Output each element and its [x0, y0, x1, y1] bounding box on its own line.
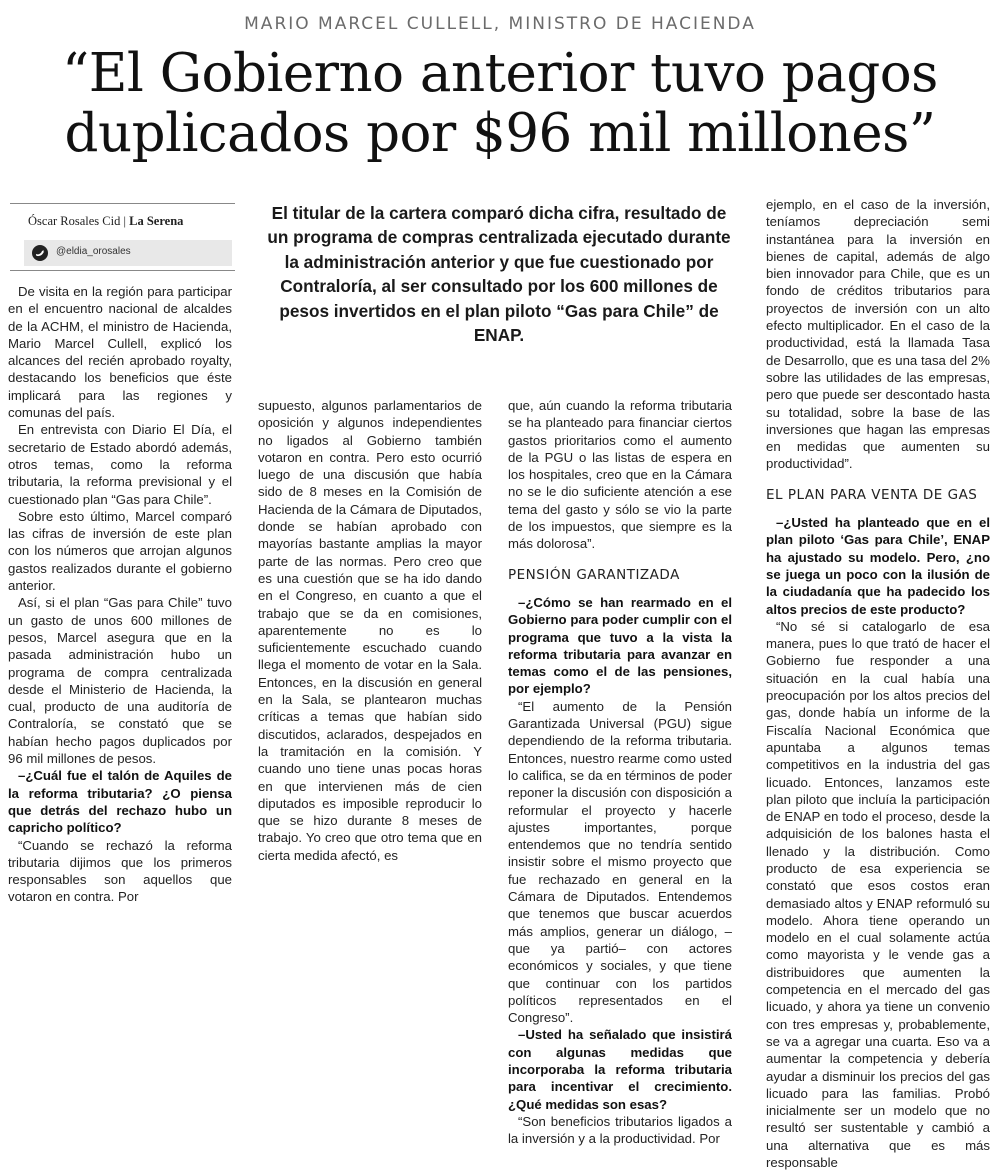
twitter-bird-icon [32, 245, 48, 261]
paragraph: Sobre esto último, Marcel comparó las cifras de inversión de este plan con los números que arrojan algunos gastos realizados durante el gobierno anterior. [8, 508, 232, 594]
author-handle: @eldia_orosales [56, 246, 131, 257]
paragraph: supuesto, algunos parlamentarios de oposición y algunos independientes no ligados al Gobierno también votaron en contra. Pero esto ocurrió luego de una discusión que había sido de 8 meses en la Comisión de Hacienda de la Cámara de Diputados, donde se habían aprobado con mayorías bastante amplias la mayor parte de las normas. Pero creo que es una cuestión que se ha ido dando en el Congreso, en cuanto a que el trabajo que se da en comisiones, aparentemente no es lo suficientemente escuchado cuando llega el momento de votar en la Sala. Entonces, en la discusión en general en la Sala, se plantearon muchas críticas a temas que habían sido discutidos, aclarados, despejados en la tramitación en la comisión. Y cuando uno tiene unas pocas horas en que intervienen más de cien diputados es imposible reproducir lo que se hizo durante 8 meses de trabajo. Yo creo que otro tema que en cierta medida afectó, es [258, 398, 482, 863]
article-kicker: MARIO MARCEL CULLELL, MINISTRO DE HACIENDA [244, 14, 756, 34]
column-4 [766, 196, 990, 1171]
paragraph: “No sé si catalogarlo de esa manera, pues lo que trató de hacer el Gobierno fue responder a una situación en la cual había una preocupación por los altos precios del gas, donde había un informe de la Fiscalía Nacional Económica que apuntaba a algunos temas competitivos en la industria del gas licuado. Entonces, lanzamos este plan piloto que incluía la participación de ENAP en todo el proceso, desde la adquisición de los balones hasta el llenado y la distribución. Como producto de esa experiencia se constató que esos costos eran demasiado altos y ENAP reformuló su modelo. Ahora tiene operando un modelo en el cual solamente actúa como mayorista y le vende gas a distribuidores que aumenten la competencia en el mercado del gas licuado, y ahora ya tiene un convenio con tres empresas y, probablemente, se va a agregar una cuarta. Eso va a aumentar la competencia y debería ayudar a disminuir los precios del gas licuado para las familias. Probó inicialmente ser un modelo que no resultó ser sustentable y cambió a una alternativa que es más responsable [766, 618, 990, 1171]
headline-line-2: duplicados por $96 mil millones” [64, 103, 936, 164]
byline-location: La Serena [129, 214, 184, 228]
interview-question: –Usted ha señalado que insistirá con algunas medidas que incorporaba la reforma tributaria para incentivar el crecimiento. ¿Qué medidas son esas? [508, 1027, 732, 1112]
article-headline [0, 44, 1000, 164]
section-heading-pension: PENSIÓN GARANTIZADA [508, 566, 680, 583]
paragraph: “Cuando se rechazó la reforma tributaria dijimos que los primeros responsables son aquellos que votaron en contra. Por [8, 837, 232, 905]
byline [28, 214, 183, 229]
column-3 [508, 397, 732, 1147]
social-handle-bar [24, 240, 232, 266]
headline-line-1: “El Gobierno anterior tuvo pagos [62, 43, 938, 104]
paragraph: En entrevista con Diario El Día, el secretario de Estado abordó además, otros temas, como la reforma tributaria, la reforma previsional y el cuestionado plan “Gas para Chile”. [8, 422, 232, 507]
paragraph: “Son beneficios tributarios ligados a la inversión y a la productividad. Por [508, 1113, 732, 1147]
paragraph: Así, si el plan “Gas para Chile” tuvo un gasto de unos 600 millones de pesos, Marcel asegura que en la pasada administración hubo un programa de compra centralizada desde el Ministerio de Hacienda, la cual, producto de una auditoría de Contraloría, se constató que se habían hecho pagos duplicados por 96 mil millones de pesos. [8, 595, 232, 767]
interview-question: –¿Usted ha planteado que en el plan piloto ‘Gas para Chile’, ENAP ha ajustado su modelo. Pero, ¿no se juega un poco con la ilusión de la ciudadanía que ha padecido los altos precios de este producto? [766, 515, 990, 617]
byline-separator: | [120, 214, 130, 228]
article-lead: El titular de la cartera comparó dicha cifra, resultado de un programa de compras centralizada ejecutado durante la administración anterior y que fue cuestionado por Contraloría, al ser consultado por los 600 millones de pesos invertidos en el plan piloto “Gas para Chile” de ENAP. [267, 203, 731, 346]
interview-question: –¿Cómo se han rearmado en el Gobierno para poder cumplir con el programa que tuvo a la vista la reforma tributaria para avanzar en temas como el de las pensiones, por ejemplo? [508, 594, 732, 697]
paragraph: De visita en la región para participar en el encuentro nacional de alcaldes de la ACHM, el ministro de Hacienda, Mario Marcel Cullell, explicó los alcances del recién aprobado royalty, destacando los beneficios que éste implicará para las regiones y comunas del país. [8, 284, 232, 421]
author-name: Óscar Rosales Cid [28, 214, 121, 228]
section-heading-gas-plan: EL PLAN PARA VENTA DE GAS [766, 486, 978, 503]
column-2 [258, 397, 482, 864]
column-1 [8, 283, 232, 906]
paragraph: ejemplo, en el caso de la inversión, teníamos depreciación semi instantánea para la inversión en bienes de capital, además de algo bien innovador para Chile, que es un fondo de créditos tributarios para proyectos de inversión con un alto efecto multiplicador. En el caso de la productividad, está la llamada Tasa de Desarrollo, que es una tasa del 2% sobre las utilidades de las empresas, pero que puede ser descontado hasta su totalidad, sobre la base de las inversiones que hagan las empresas en medidas que aumenten su productividad”. [766, 197, 990, 472]
paragraph: “El aumento de la Pensión Garantizada Universal (PGU) sigue dependiendo de la reforma tributaria. Entonces, nuestro rearme como usted lo califica, se da en términos de poder reponer la discusión con disposición a reformular el proyecto y hacerle ajustes importantes, porque entendemos que no tendría sentido insistir sobre el mismo proyecto que fue rechazado en general en la Cámara de Diputados. Entendemos que tenemos que buscar acuerdos más amplios, generar un diálogo, – que ya partió– con actores económicos y sociales, y que tiene que continuar con los partidos políticos representados en el Congreso”. [508, 698, 732, 1026]
byline-box [10, 203, 235, 271]
interview-question: –¿Cuál fue el talón de Aquiles de la reforma tributaria? ¿O piensa que detrás del rechazo hubo un capricho político? [8, 768, 232, 836]
paragraph: que, aún cuando la reforma tributaria se ha planteado para financiar ciertos gastos prioritarios como el aumento de la PGU o las listas de espera en los hospitales, creo que en la Cámara no se le dio suficiente atención a ese tema del gasto y sólo se vio la parte de los impuestos, que siempre es la más dolorosa”. [508, 398, 732, 552]
